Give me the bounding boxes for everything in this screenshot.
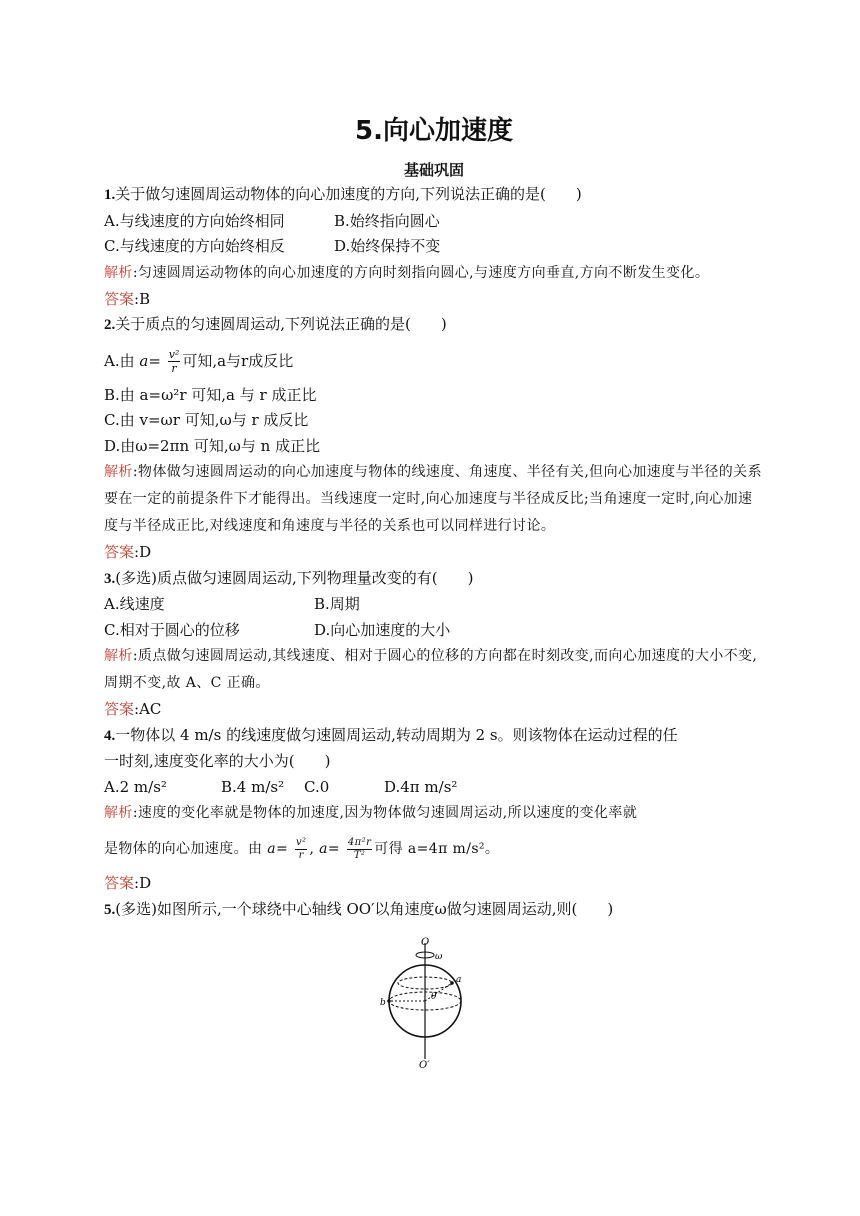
- fraction-v2-over-r: $\frac{\text{v²}}{r}$: [296, 836, 307, 861]
- question-2-option-a: A.由 a= $\frac{\text{v²}}{r}$ 可知,a与r成反比: [104, 348, 294, 375]
- option-c: C.0: [304, 777, 330, 796]
- option-a: A.2 m/s²: [104, 777, 167, 796]
- option-d: D.始终保持不变: [334, 237, 441, 255]
- analysis-label: 解析: [104, 648, 133, 664]
- question-3-analysis: 解析:质点做匀速圆周运动,其线速度、相对于圆心的位移的方向都在时刻改变,而向心加速度的大小不变,周期不变,故 A、C 正确。: [104, 648, 758, 691]
- answer-label: 答案: [104, 289, 135, 308]
- question-2-answer: 答案:D: [104, 543, 152, 561]
- question-5-stem: 5.(多选)如图所示,一个球绕中心轴线 OO′以角速度ω做匀速圆周运动,则( ): [104, 899, 614, 918]
- question-1-analysis: 解析:匀速圆周运动物体的向心加速度的方向时刻指向圆心,与速度方向垂直,方向不断发生变化。: [104, 264, 710, 281]
- question-2-option-d: D.由ω=2πn 可知,ω与 n 成正比: [104, 436, 321, 455]
- label-b: b: [380, 998, 386, 1008]
- question-4-analysis-line-2: 是物体的向心加速度。由 a= $\frac{\text{v²}}{r}$ , a= $\frac{\text{4π²r}}{\text{T²}}$ 可得 a=4π m/s²。: [104, 836, 500, 861]
- question-number: 2.: [104, 317, 116, 333]
- question-number: 5.: [104, 901, 116, 918]
- option-d: D.4π m/s²: [384, 777, 458, 796]
- page-title: 5.向心加速度: [355, 116, 513, 146]
- option-a: A.线速度: [104, 595, 165, 613]
- label-theta: θ: [431, 992, 437, 1002]
- question-1-answer: 答案:B: [104, 289, 151, 308]
- section-heading: 基础巩固: [403, 161, 464, 179]
- question-1-options-row-1: [104, 209, 764, 235]
- option-b: B.始终指向圆心: [334, 211, 440, 230]
- question-2-option-b: B.由 a=ω²r 可知,a 与 r 成正比: [104, 385, 317, 404]
- question-3-options-row-2: [104, 618, 764, 644]
- answer-label: 答案: [104, 700, 135, 718]
- question-number: 4.: [104, 727, 116, 744]
- analysis-label: 解析: [104, 805, 133, 821]
- question-4-options: [104, 775, 764, 801]
- point-a: [450, 981, 454, 985]
- option-c: C.相对于圆心的位移: [104, 620, 240, 639]
- question-4-stem-line-2: 一时刻,速度变化率的大小为( ): [104, 752, 331, 770]
- option-b: B.周期: [314, 595, 360, 613]
- document-page: [104, 112, 764, 1069]
- fraction-4pi2r-over-T2: $\frac{\text{4π²r}}{\text{T²}}$: [347, 836, 372, 861]
- question-3-answer: 答案:AC: [104, 700, 162, 718]
- question-number: 1.: [104, 187, 116, 203]
- label-O: O: [421, 937, 430, 948]
- question-1-options-row-2: [104, 234, 764, 260]
- point-b: [387, 999, 391, 1003]
- option-a: A.与线速度的方向始终相同: [104, 211, 285, 230]
- label-omega: ω: [435, 952, 443, 962]
- question-4-analysis-line-1: 解析:速度的变化率就是物体的加速度,因为物体做匀速圆周运动,所以速度的变化率就: [104, 805, 638, 821]
- rotating-sphere-diagram: [379, 937, 489, 1069]
- question-2-analysis: 解析:物体做匀速圆周运动的向心加速度与物体的线速度、角速度、半径有关,但向心加速度与半径的关系要在一定的前提条件下才能得出。当线速度一定时,向心加速度与半径成反比;当角速度一定时,向心加速度与半径成正比,对线速度和角速度与半径的关系也可以同样进行讨论。: [104, 464, 762, 534]
- answer-label: 答案: [104, 874, 135, 892]
- question-1-stem: 1.关于做匀速圆周运动物体的向心加速度的方向,下列说法正确的是( ): [104, 185, 582, 203]
- question-2-option-c: C.由 v=ωr 可知,ω与 r 成反比: [104, 411, 309, 429]
- analysis-label: 解析: [104, 264, 133, 281]
- option-d: D.向心加速度的大小: [314, 620, 451, 639]
- analysis-label: 解析: [104, 464, 133, 480]
- option-b: B.4 m/s²: [221, 777, 285, 796]
- label-O-prime: O′: [419, 1060, 430, 1069]
- fraction-v2-over-r: $\frac{\text{v²}}{r}$: [168, 348, 180, 375]
- question-2-stem: 2.关于质点的匀速圆周运动,下列说法正确的是( ): [104, 315, 447, 333]
- label-a: a: [456, 975, 462, 985]
- question-number: 3.: [104, 570, 116, 587]
- answer-label: 答案: [104, 543, 135, 561]
- option-c: C.与线速度的方向始终相反: [104, 237, 285, 255]
- question-4-stem-line-1: 4.一物体以 4 m/s 的线速度做匀速圆周运动,转动周期为 2 s。则该物体在运动过程的任: [104, 725, 678, 744]
- question-3-options-row-1: [104, 592, 764, 618]
- question-4-answer: 答案:D: [104, 874, 152, 892]
- question-3-stem: 3.(多选)质点做匀速圆周运动,下列物理量改变的有( ): [104, 568, 474, 587]
